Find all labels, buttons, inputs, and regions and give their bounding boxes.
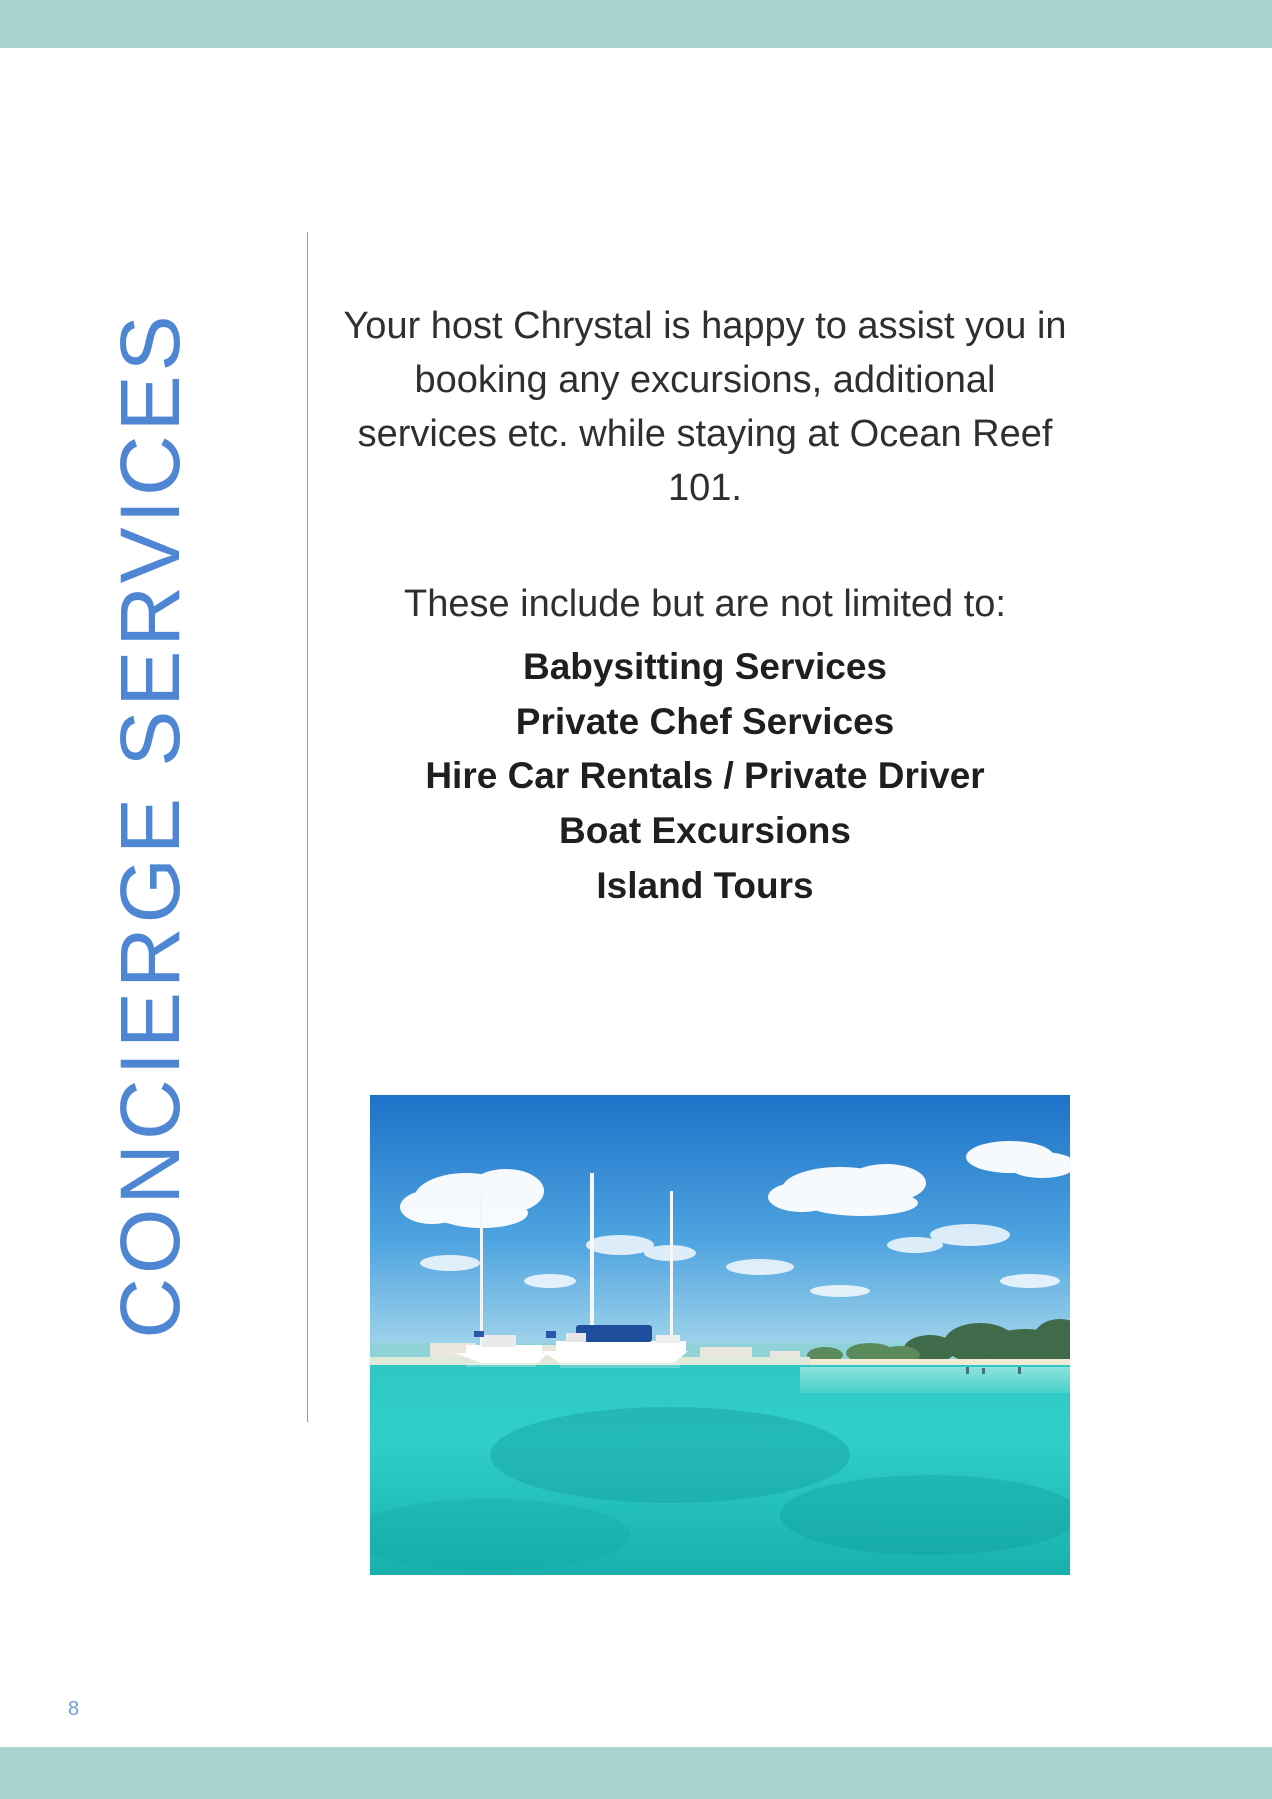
paragraph-spacer (340, 516, 1070, 578)
list-item: Babysitting Services (523, 645, 887, 687)
list-item: Private Chef Services (515, 700, 895, 742)
catamarans-anchored-turquoise-bay-photo (370, 1095, 1070, 1575)
page-number: 8 (68, 1698, 80, 1720)
page-title: CONCIERGE SERVICES (103, 311, 197, 1339)
services-list (340, 640, 1070, 914)
top-band (0, 0, 1272, 48)
vertical-divider (307, 232, 308, 1422)
main-content (340, 300, 1070, 914)
list-item: Island Tours (596, 864, 814, 906)
side-title-container (0, 230, 300, 1420)
intro-paragraph: Your host Chrystal is happy to assist you in booking any excursions, additional services etc. while staying at Ocean Reef 101. (343, 305, 1067, 509)
list-item: Hire Car Rentals / Private Driver (425, 755, 985, 797)
bottom-band (0, 1747, 1272, 1799)
services-lead-text: These include but are not limited to: (403, 582, 1006, 625)
list-item: Boat Excursions (559, 810, 851, 852)
